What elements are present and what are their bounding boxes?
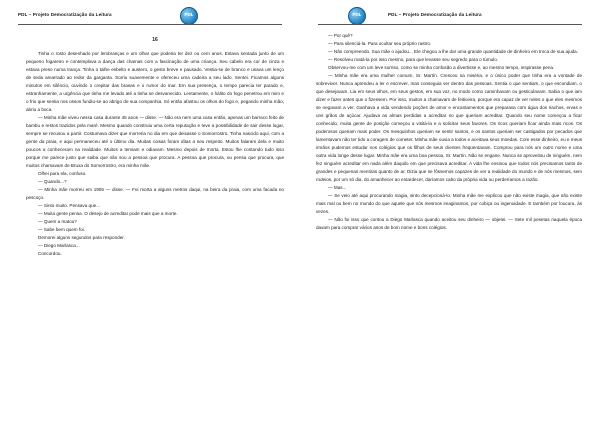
header-divider xyxy=(318,24,582,25)
paragraph: — Quem a matou? xyxy=(38,219,77,224)
paragraph: — Muita gente pensa. O desejo de acreditar pode mais que a morte. xyxy=(38,211,178,216)
paragraph: — Quando...? xyxy=(38,179,67,184)
header-divider xyxy=(18,24,282,25)
paragraph: — Não foi isso que contou a Diego Marlasca quando aceitou seu dinheiro — objetei. — Sete mil pesetas naquela época davam para comprar vários anos de bom nome e bons colégios. xyxy=(316,217,582,230)
paragraph: — Não compreendo. Sua mãe o ajudou... Ele chegou a lhe dar uma grande quantidade de dinheiro em troca de sua ajuda. xyxy=(328,49,579,54)
paragraph: — Se veio até aqui procurando magia, sinto decepcioná-lo. Minha mãe me explicou que não existe magia, que não existe mais mal ou bem no mundo do que aquele que nós mesmos imaginamos, por cobiça ou ingenuidade. E também por loucura, às vezes. xyxy=(316,193,582,214)
paragraph: Demorei alguns segundos para responder. xyxy=(38,235,125,240)
paragraph: — Resolveu matá-la por isso mesmo, para que levasse seu segredo para o túmulo. xyxy=(328,57,499,62)
right-page xyxy=(300,0,600,424)
header-title: PDL – Projeto Democratização da Leitura xyxy=(388,12,482,17)
paragraph: — Sabe bem quem foi. xyxy=(38,227,85,232)
right-page-text xyxy=(316,32,582,232)
paragraph: — Minha mãe morreu em 1905 — disse. — Foi morta a alguns metros daqui, na beira da praia, com uma facada no pescoço. xyxy=(26,187,284,200)
chapter-number: 16 xyxy=(152,37,158,43)
pdl-logo-icon: PDL xyxy=(348,7,366,25)
paragraph: — Mas... xyxy=(328,185,347,190)
left-page-text xyxy=(26,36,284,258)
paragraph: — Minha mãe viveu nessa casa durante 45 anos — disse. — Não era nem uma casa então, apenas um barraco feito de bambu e restos trazidos pela maré. Mesmo quando construiu uma certa reputação e teve a possibilidade de sair desse lugar, sempre se recusou a partir. Costumava dizer que morreria no dia em que deixasse o Somorrostro. Tinha nascido aqui, com a gente da praia, e aqui permaneceu até o último dia. Muitas coisas foram ditas a seu respeito. Muitos falaram dela e muito poucos a conheceram na realidade. Muitos a temiam e odiavam. Mesmo depois de morta. Estou lhe contando tudo isso porque me parece justo que saiba que não sou a pessoa que procura. A pessoa que procura, ou pensa que procura, que muitos chamavam de Bruxa do Somorrostro, era minha mãe. xyxy=(26,115,284,168)
paragraph: Concordou. xyxy=(38,251,62,256)
paragraph: — Para silenciá-la. Para ocultar seu próprio rastro. xyxy=(328,41,432,46)
pdl-logo-icon: PDL xyxy=(180,7,198,25)
paragraph: — Por quê? xyxy=(328,33,353,38)
paragraph: Observou-me com um leve sorriso, como se minha confusão a divertisse e, ao mesmo tempo, inspirasse pena. xyxy=(328,65,555,70)
paragraph: Tinha o rosto desenhado por lembranças e um olhar que poderia ter dez ou cem anos. Estava sentada junto de um pequeno fogareiro e contemplava a dança das chamas com a fascinação de uma criança. Seu cabelo era cor de cinza e estava preso numa trança. Tinha o talhe esbelto e austero, o gesto breve e pausado. Vestia-se de branco e usava um lenço de seda amarrado ao redor da garganta. Sorriu suavemente e ofereceu uma cadeira a seu lado. Sentei. Ficamos alguns minutos em silêncio, ouvindo o crepitar das brasas e o rumor do mar. Em sua presença, o tempo parecia ter parado e, estranhamente, a urgência que tinha me levado até a tinha se desvanecido. Lentamente, o hálito do fogo penetrou em mim e o frio que sentia nos ossos fundiu-se ao abrigo de sua companhia. Só então afastou os olhos do fogo e, pegando minha mão, abriu a boca. xyxy=(26,51,284,112)
paragraph: — Minha mãe era uma mulher comum, Sr. Martín. Cresceu na miséria, e o único poder que tinha era a vontade de sobreviver. Nunca aprendeu a ler e escrever, mas conseguia ver dentro das pessoas. Sentia o que sentiam, o que escondiam, o que desejavam. Lia em seus olhos, em seus gestos, em sua voz, no modo como caminhavam ou gesticulavam. Sabia o que iam dizer e fazer antes que o fizessem. Por isso, muitos a chamavam de feiticeira, porque era capaz de ver neles o que eles mesmos se negavam a ver. Ganhava a vida vendendo poções de amor e encantamentos que preparava com água dos riachos, ervas e uns grãos de açúcar. Ajudava as almas perdidas a acreditar no que queriam acreditar. Quando seu nome começou a ficar conhecido, muita gente de posição começou a visitá-la e a solicitar seus favores. Os ricos queriam ficar ainda mais ricos. Os poderosos queriam mais poder. Os mesquinhos queriam se sentir santos, e os santos queriam ser castigados por pecados que lamentavam não ter tido a coragem de cometer. Minha mãe ouvia a todos e aceitava seus moedas. Com esse dinheiro, eu e meus irmãos pudemos estudar nos colégios que os filhos de seus clientes freqüentavam. Comprou para nós um outro nome e uma outra vida longe desse lugar. Minha mãe era uma boa pessoa, Sr. Martín. Não se engane. Nunca se aproveitou de ninguém, nem fez ninguém acreditar em nada além daquilo em que precisava acreditar. A vida lhe ensinou que todos nós precisamos tanto de grandes e pequenas mentiras quanto de ar. Dizia que se fôssemos capazes de ver a realidade do mundo e de nós mesmos, sem rodeios, por um só dia, do amanhecer ao entardecer, daríamos cabo da própria vida ou perderíamos a razão. xyxy=(316,73,582,182)
paragraph: — Sinto muito. Pensava que... xyxy=(38,203,101,208)
left-page-header xyxy=(18,8,282,22)
header-title: PDL – Projeto Democratização da Leitura xyxy=(18,12,112,17)
right-page-header xyxy=(318,8,582,22)
paragraph: — Diego Marlasca... xyxy=(38,243,80,248)
paragraph: Olhei para ela, confuso. xyxy=(38,171,87,176)
